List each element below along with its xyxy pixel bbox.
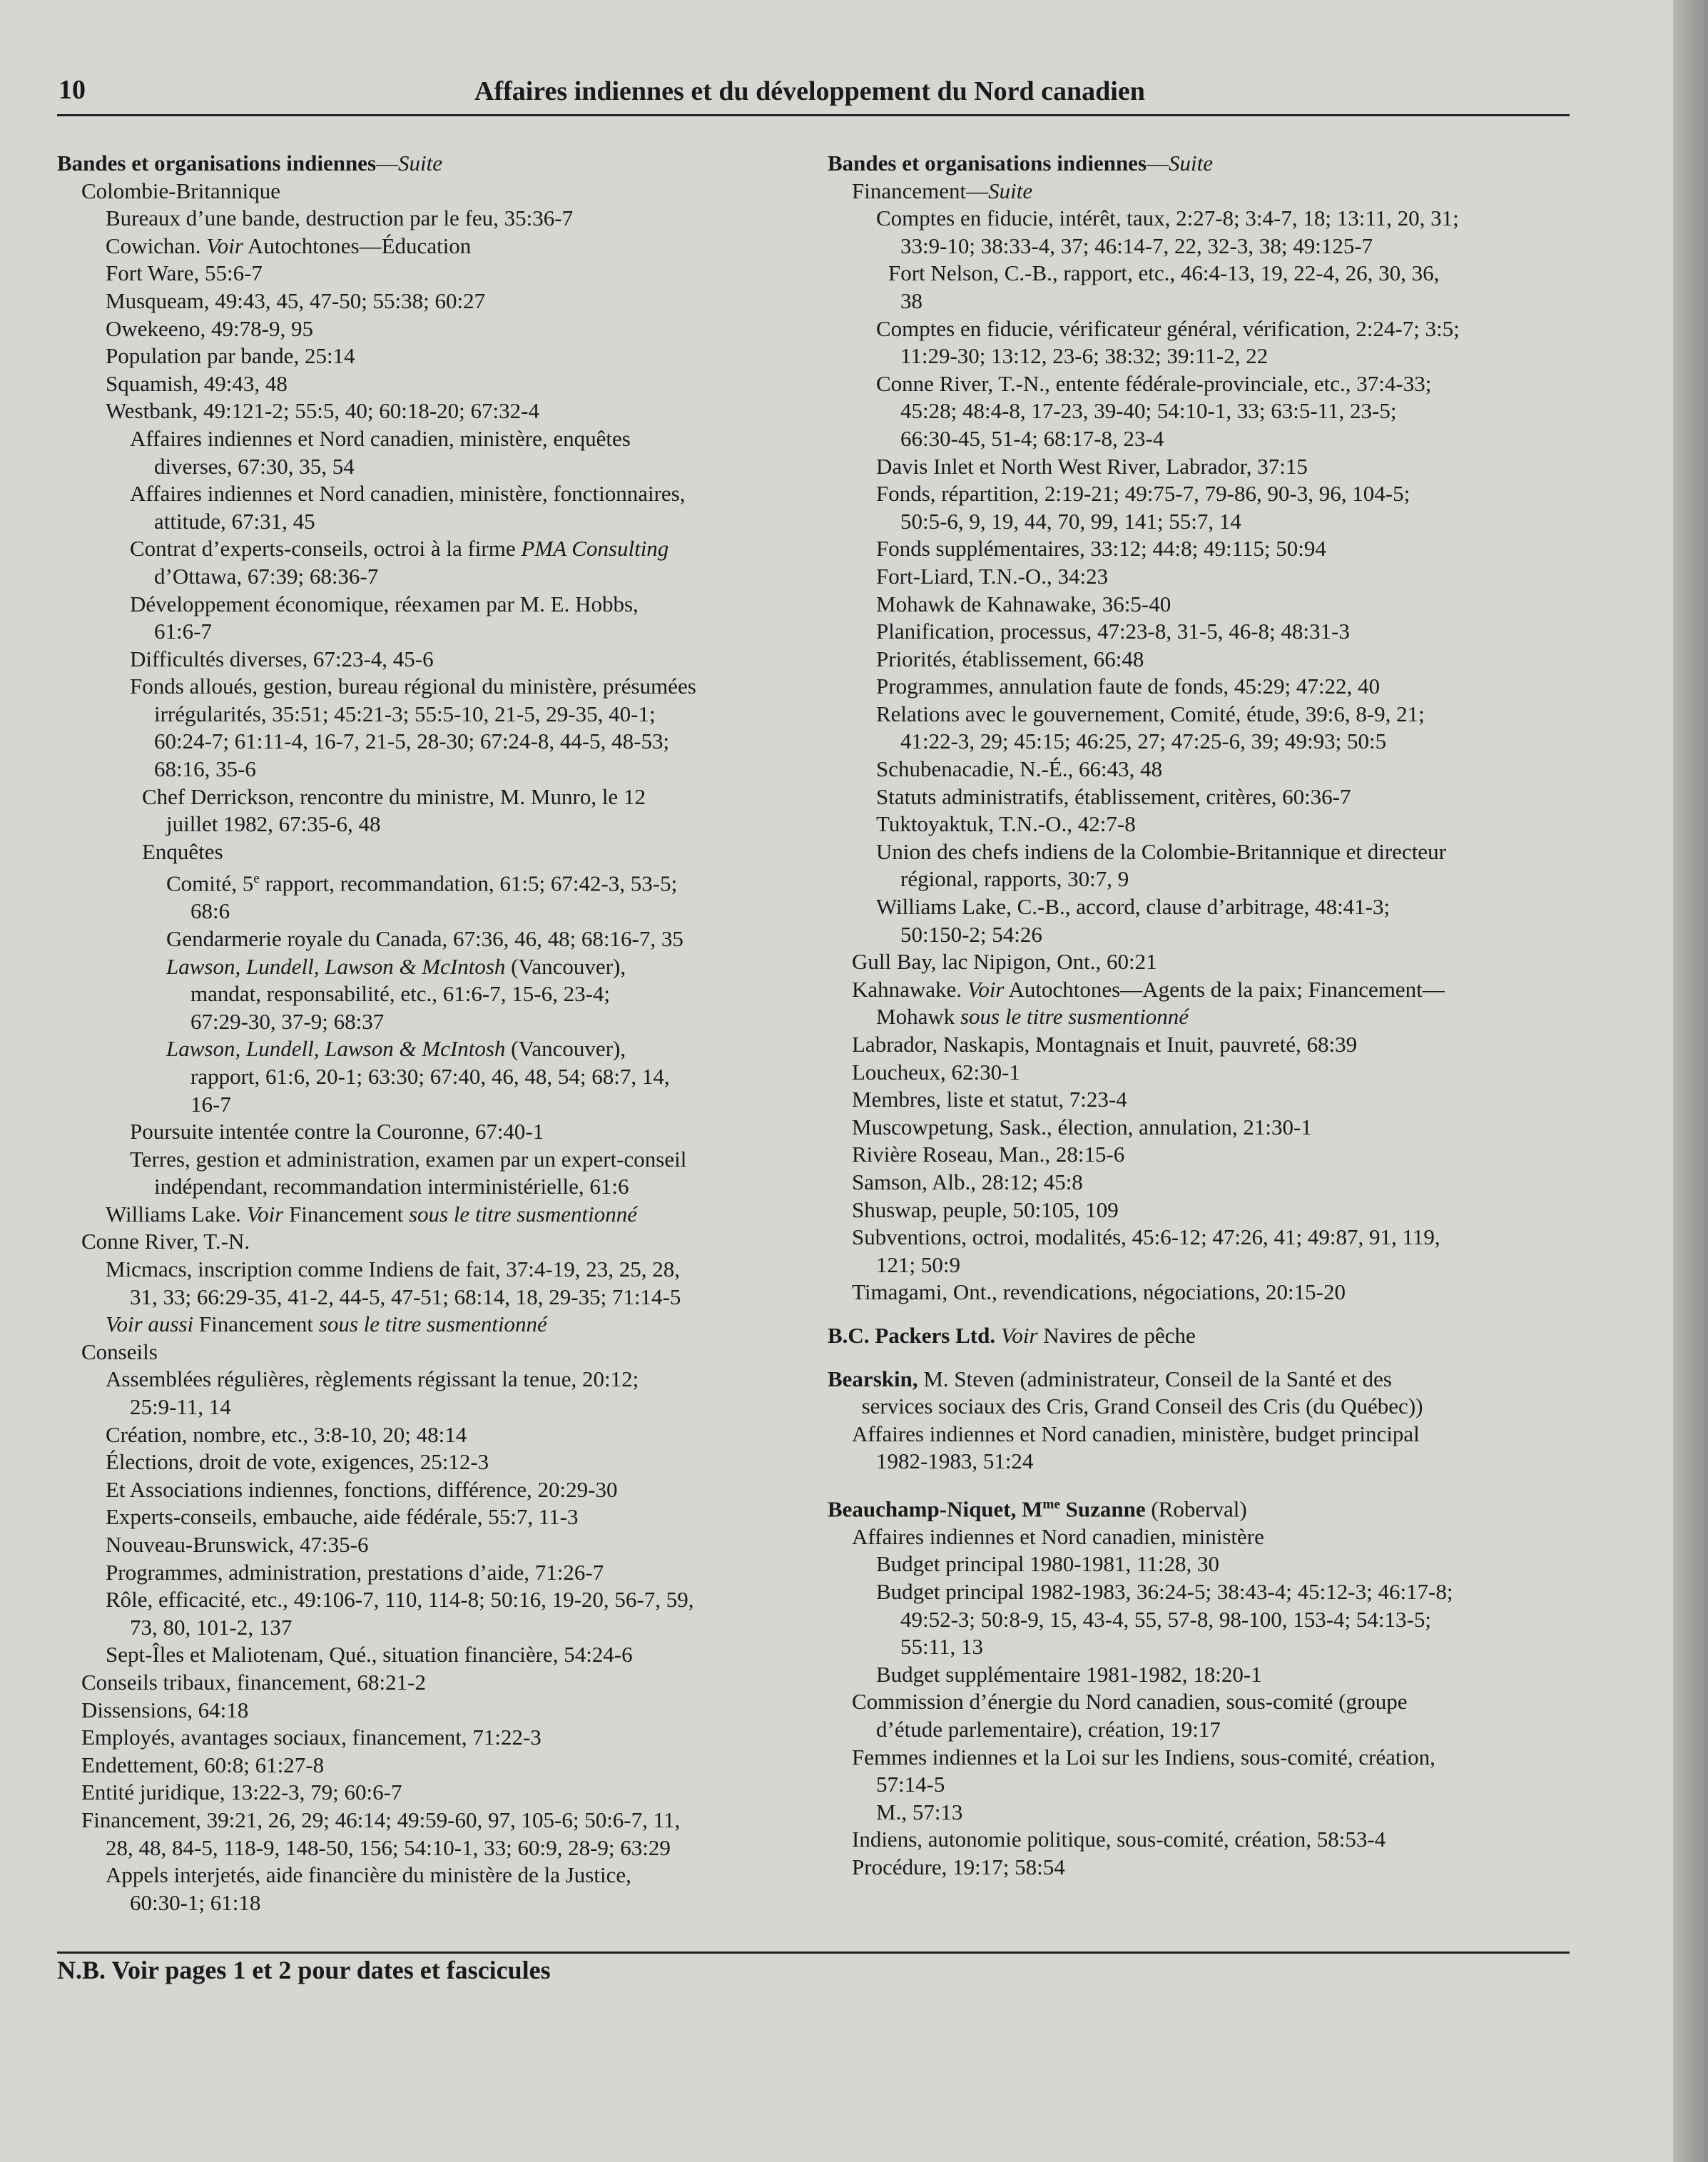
index-text: B.C. Packers Ltd. bbox=[828, 1322, 996, 1348]
index-line bbox=[828, 1826, 1584, 1854]
index-line bbox=[828, 1661, 1584, 1689]
index-text: 66:30-45, 51-4; 68:17-8, 23-4 bbox=[900, 425, 1164, 451]
index-line bbox=[828, 1224, 1584, 1252]
index-text: Création, nombre, etc., 3:8-10, 20; 48:14 bbox=[106, 1421, 467, 1447]
index-line bbox=[57, 397, 813, 425]
index-line bbox=[828, 563, 1584, 591]
index-text: 45:28; 48:4-8, 17-23, 39-40; 54:10-1, 33; 63:5-11, 23-5; bbox=[900, 398, 1397, 424]
index-line bbox=[828, 948, 1584, 976]
index-text: Labrador, Naskapis, Montagnais et Inuit, pauvreté, 68:39 bbox=[852, 1032, 1358, 1057]
index-text: Samson, Alb., 28:12; 45:8 bbox=[852, 1169, 1083, 1194]
index-text: Gendarmerie royale du Canada, 67:36, 46, 48; 68:16-7, 35 bbox=[166, 925, 683, 951]
index-line bbox=[57, 898, 813, 925]
index-line bbox=[57, 1503, 813, 1531]
index-text: Timagami, Ont., revendications, négociations, 20:15-20 bbox=[852, 1279, 1346, 1305]
index-line bbox=[828, 1633, 1584, 1661]
index-column-right bbox=[828, 150, 1584, 1882]
index-text: Assemblées régulières, règlements régissant la tenue, 20:12; bbox=[106, 1366, 639, 1392]
index-text: Enquêtes bbox=[142, 838, 223, 864]
index-text: diverses, 67:30, 35, 54 bbox=[154, 453, 355, 479]
index-text: 31, 33; 66:29-35, 41-2, 44-5, 47-51; 68:14, 18, 29-35; 71:14-5 bbox=[130, 1284, 681, 1309]
index-line bbox=[57, 178, 813, 205]
index-text: Navires de pêche bbox=[1037, 1322, 1196, 1348]
index-line bbox=[57, 1118, 813, 1146]
index-line bbox=[57, 1228, 813, 1256]
index-text: Lawson, Lundell, Lawson & McIntosh bbox=[166, 1036, 506, 1062]
page-title: Affaires indiennes et du développement du Nord canadien bbox=[474, 76, 1145, 106]
index-text: Affaires indiennes et Nord canadien, ministère, enquêtes bbox=[130, 425, 631, 451]
index-text: Dissensions, 64:18 bbox=[81, 1697, 249, 1722]
index-text: — bbox=[376, 151, 399, 176]
index-text: Population par bande, 25:14 bbox=[106, 343, 355, 369]
index-text: Williams Lake, C.-B., accord, clause d’arbitrage, 48:41-3; bbox=[876, 894, 1391, 920]
index-line bbox=[57, 1559, 813, 1587]
index-line bbox=[828, 397, 1584, 425]
index-text: Bandes et organisations indiennes bbox=[828, 151, 1147, 176]
index-line bbox=[828, 205, 1584, 233]
index-line bbox=[828, 1086, 1584, 1114]
page-number: 10 bbox=[59, 75, 86, 105]
index-text: Relations avec le gouvernement, Comité, étude, 39:6, 8-9, 21; bbox=[876, 701, 1425, 726]
index-text: rapport, recommandation, 61:5; 67:42-3, 53-5; bbox=[259, 871, 678, 896]
footer-note: N.B. Voir pages 1 et 2 pour dates et fascicules bbox=[57, 1956, 551, 1984]
index-text: 73, 80, 101-2, 137 bbox=[130, 1614, 293, 1640]
index-text: e bbox=[253, 871, 260, 887]
index-line bbox=[57, 1586, 813, 1614]
index-line bbox=[57, 728, 813, 756]
index-text: 61:6-7 bbox=[154, 619, 212, 644]
index-line bbox=[828, 646, 1584, 674]
index-text: Financement, 39:21, 26, 29; 46:14; 49:59-60, 97, 105-6; 50:6-7, 11, bbox=[81, 1807, 681, 1832]
index-line bbox=[57, 1146, 813, 1174]
entry-gap bbox=[828, 1476, 1584, 1491]
index-text: Loucheux, 62:30-1 bbox=[852, 1059, 1020, 1085]
index-text: Beauchamp-Niquet, M bbox=[828, 1496, 1043, 1522]
index-line bbox=[828, 1322, 1584, 1350]
index-line bbox=[828, 370, 1584, 398]
entry-gap bbox=[828, 1306, 1584, 1322]
index-text: Williams Lake. bbox=[106, 1201, 247, 1227]
index-line bbox=[57, 1724, 813, 1752]
index-text: Fort-Liard, T.N.-O., 34:23 bbox=[876, 563, 1109, 589]
index-text: Voir bbox=[967, 976, 1005, 1002]
index-line bbox=[828, 811, 1584, 838]
index-text: Shuswap, peuple, 50:105, 109 bbox=[852, 1197, 1119, 1222]
index-line bbox=[828, 1551, 1584, 1578]
index-text: (Roberval) bbox=[1145, 1496, 1247, 1522]
index-text bbox=[995, 1323, 1001, 1348]
entry-gap bbox=[828, 1350, 1584, 1366]
index-line bbox=[828, 728, 1584, 756]
index-line bbox=[57, 1091, 813, 1119]
index-text: Chef Derrickson, rencontre du ministre, M. Munro, le 12 bbox=[142, 783, 646, 809]
index-line bbox=[828, 1523, 1584, 1551]
index-line bbox=[57, 535, 813, 563]
index-text: 68:16, 35-6 bbox=[154, 756, 256, 782]
index-text: Fort Ware, 55:6-7 bbox=[106, 260, 263, 286]
index-text: Affaires indiennes et Nord canadien, ministère bbox=[852, 1523, 1264, 1549]
index-line bbox=[57, 1531, 813, 1559]
index-text: sous le titre susmentionné bbox=[408, 1201, 637, 1227]
index-line bbox=[57, 315, 813, 343]
index-text: Procédure, 19:17; 58:54 bbox=[852, 1854, 1065, 1879]
index-text: me bbox=[1042, 1496, 1060, 1512]
index-line bbox=[57, 1752, 813, 1780]
index-text: (Vancouver), bbox=[505, 1036, 626, 1062]
index-text: Affaires indiennes et Nord canadien, ministère, fonctionnaires, bbox=[130, 481, 686, 507]
index-line bbox=[57, 1256, 813, 1284]
index-line bbox=[57, 1366, 813, 1394]
index-text: Gull Bay, lac Nipigon, Ont., 60:21 bbox=[852, 949, 1157, 975]
index-line bbox=[828, 783, 1584, 811]
index-text: Planification, processus, 47:23-8, 31-5, 46-8; 48:31-3 bbox=[876, 619, 1350, 644]
index-text: Suzanne bbox=[1059, 1496, 1146, 1522]
index-text: Élections, droit de vote, exigences, 25:12-3 bbox=[106, 1449, 489, 1475]
index-text: 60:30-1; 61:18 bbox=[130, 1889, 261, 1915]
index-line bbox=[828, 150, 1584, 178]
index-text: Nouveau-Brunswick, 47:35-6 bbox=[106, 1532, 369, 1558]
index-line bbox=[57, 1807, 813, 1834]
index-text: services sociaux des Cris, Grand Conseil des Cris (du Québec)) bbox=[861, 1394, 1423, 1419]
index-text: irrégularités, 35:51; 45:21-3; 55:5-10, 21-5, 29-35, 40-1; bbox=[154, 701, 656, 726]
index-line bbox=[57, 150, 813, 178]
index-text: Voir bbox=[246, 1201, 284, 1227]
index-text: Programmes, administration, prestations d’aide, 71:26-7 bbox=[106, 1559, 604, 1585]
index-line bbox=[828, 342, 1584, 370]
index-line bbox=[57, 425, 813, 453]
index-line bbox=[57, 1779, 813, 1807]
index-text: Conseils tribaux, financement, 68:21-2 bbox=[81, 1669, 426, 1695]
index-line bbox=[828, 1578, 1584, 1606]
index-text: Kahnawake. bbox=[852, 976, 967, 1002]
index-line bbox=[57, 1421, 813, 1449]
index-line bbox=[828, 866, 1584, 893]
index-line bbox=[828, 1491, 1584, 1523]
index-line bbox=[57, 646, 813, 674]
index-text: 1982-1983, 51:24 bbox=[876, 1448, 1034, 1474]
index-text: Femmes indiennes et la Loi sur les Indiens, sous-comité, création, bbox=[852, 1744, 1435, 1770]
index-line bbox=[57, 591, 813, 619]
index-line bbox=[57, 783, 813, 811]
index-text: Budget principal 1980-1981, 11:28, 30 bbox=[876, 1551, 1220, 1577]
index-text: Schubenacadie, N.-É., 66:43, 48 bbox=[876, 756, 1163, 782]
index-text: Voir bbox=[206, 233, 243, 258]
index-text: PMA Consulting bbox=[521, 536, 669, 562]
index-text: Experts-conseils, embauche, aide fédérale, 55:7, 11-3 bbox=[106, 1504, 579, 1530]
index-line bbox=[57, 1669, 813, 1697]
index-line bbox=[57, 1201, 813, 1229]
index-line bbox=[828, 1606, 1584, 1634]
index-text: sous le titre susmentionné bbox=[960, 1004, 1189, 1030]
index-text: — bbox=[1147, 151, 1169, 176]
index-line bbox=[828, 756, 1584, 783]
index-line bbox=[828, 1003, 1584, 1031]
index-text: Financement— bbox=[852, 178, 989, 203]
index-text: Owekeeno, 49:78-9, 95 bbox=[106, 315, 313, 341]
page-edge-shadow bbox=[1673, 0, 1708, 2162]
index-text: Priorités, établissement, 66:48 bbox=[876, 646, 1144, 671]
index-text: Bearskin, bbox=[828, 1366, 918, 1391]
index-text: 33:9-10; 38:33-4, 37; 46:14-7, 22, 32-3, 38; 49:125-7 bbox=[900, 233, 1373, 258]
index-text: Squamish, 49:43, 48 bbox=[106, 370, 288, 396]
index-text: Rôle, efficacité, etc., 49:106-7, 110, 114-8; 50:16, 19-20, 56-7, 59, bbox=[106, 1587, 694, 1613]
index-text: 57:14-5 bbox=[876, 1772, 945, 1797]
index-text: Poursuite intentée contre la Couronne, 67:40-1 bbox=[130, 1119, 544, 1145]
index-line bbox=[828, 1688, 1584, 1716]
index-line bbox=[828, 1771, 1584, 1799]
index-text: M. Steven (administrateur, Conseil de la Santé et des bbox=[917, 1366, 1392, 1391]
index-line bbox=[828, 425, 1584, 453]
index-line bbox=[57, 1476, 813, 1504]
index-text: Programmes, annulation faute de fonds, 45:29; 47:22, 40 bbox=[876, 674, 1380, 699]
index-text: Micmacs, inscription comme Indiens de fait, 37:4-19, 23, 25, 28, bbox=[106, 1257, 680, 1282]
index-text: Autochtones—Éducation bbox=[243, 233, 472, 258]
index-text: 68:6 bbox=[190, 898, 230, 924]
index-line bbox=[828, 535, 1584, 563]
index-text: 50:150-2; 54:26 bbox=[900, 921, 1042, 947]
index-line bbox=[57, 618, 813, 646]
index-line bbox=[57, 563, 813, 591]
index-text: Colombie-Britannique bbox=[81, 178, 280, 203]
index-line bbox=[57, 1697, 813, 1725]
index-text: sous le titre susmentionné bbox=[318, 1311, 547, 1337]
index-line bbox=[57, 1339, 813, 1366]
index-line bbox=[828, 1799, 1584, 1827]
index-line bbox=[57, 370, 813, 398]
index-text: Difficultés diverses, 67:23-4, 45-6 bbox=[130, 646, 434, 671]
index-line bbox=[57, 953, 813, 981]
index-line bbox=[57, 1173, 813, 1201]
index-text: Voir bbox=[1000, 1322, 1038, 1348]
index-text: 55:11, 13 bbox=[900, 1634, 983, 1660]
index-line bbox=[57, 233, 813, 260]
index-text: Tuktoyaktuk, T.N.-O., 42:7-8 bbox=[876, 811, 1136, 837]
index-line bbox=[57, 1614, 813, 1642]
index-line bbox=[828, 1197, 1584, 1224]
index-text: Et Associations indiennes, fonctions, différence, 20:29-30 bbox=[106, 1476, 618, 1502]
index-line bbox=[57, 1063, 813, 1091]
index-text: Cowichan. bbox=[106, 233, 207, 258]
index-line bbox=[828, 1421, 1584, 1448]
index-text: Lawson, Lundell, Lawson & McIntosh bbox=[166, 953, 506, 979]
index-line bbox=[57, 480, 813, 508]
index-text: Suite bbox=[1169, 151, 1214, 176]
index-text: Appels interjetés, aide financière du ministère de la Justice, bbox=[106, 1862, 631, 1888]
index-line bbox=[57, 1448, 813, 1476]
index-text: Commission d’énergie du Nord canadien, sous-comité (groupe bbox=[852, 1689, 1408, 1715]
index-text: régional, rapports, 30:7, 9 bbox=[900, 866, 1129, 892]
index-line bbox=[57, 1311, 813, 1339]
index-line bbox=[828, 893, 1584, 921]
index-text: 25:9-11, 14 bbox=[130, 1394, 231, 1420]
index-text: 67:29-30, 37-9; 68:37 bbox=[190, 1008, 385, 1034]
index-line bbox=[57, 1394, 813, 1421]
index-text: Comptes en fiducie, intérêt, taux, 2:27-8; 3:4-7, 18; 13:11, 20, 31; bbox=[876, 205, 1459, 231]
index-text: Indiens, autonomie politique, sous-comité, création, 58:53-4 bbox=[852, 1827, 1386, 1852]
index-line bbox=[57, 508, 813, 536]
index-line bbox=[828, 673, 1584, 701]
index-text: Westbank, 49:121-2; 55:5, 40; 60:18-20; 67:32-4 bbox=[106, 398, 539, 424]
index-text: (Vancouver), bbox=[505, 953, 626, 979]
index-line bbox=[828, 1854, 1584, 1882]
index-text: Conne River, T.-N. bbox=[81, 1229, 250, 1254]
index-line bbox=[828, 1716, 1584, 1744]
index-text: Membres, liste et statut, 7:23-4 bbox=[852, 1087, 1127, 1112]
index-text: 60:24-7; 61:11-4, 16-7, 21-5, 28-30; 67:24-8, 44-5, 48-53; bbox=[154, 729, 670, 754]
index-text: rapport, 61:6, 20-1; 63:30; 67:40, 46, 48, 54; 68:7, 14, bbox=[190, 1063, 670, 1089]
index-line bbox=[57, 673, 813, 701]
index-line bbox=[828, 838, 1584, 866]
index-line bbox=[828, 921, 1584, 949]
index-line bbox=[828, 1169, 1584, 1197]
index-line bbox=[828, 260, 1584, 288]
index-line bbox=[57, 980, 813, 1008]
index-line bbox=[828, 315, 1584, 343]
index-line bbox=[828, 1059, 1584, 1087]
index-line bbox=[828, 976, 1584, 1004]
index-text: Conseils bbox=[81, 1339, 158, 1364]
index-line bbox=[828, 1252, 1584, 1279]
index-text: Fonds supplémentaires, 33:12; 44:8; 49:115; 50:94 bbox=[876, 536, 1326, 562]
index-line bbox=[828, 618, 1584, 646]
index-text: Budget principal 1982-1983, 36:24-5; 38:43-4; 45:12-3; 46:17-8; bbox=[876, 1579, 1453, 1605]
index-text: Mohawk de Kahnawake, 36:5-40 bbox=[876, 591, 1171, 616]
index-line bbox=[57, 1284, 813, 1311]
index-text: 16-7 bbox=[190, 1091, 231, 1117]
index-text: Entité juridique, 13:22-3, 79; 60:6-7 bbox=[81, 1780, 402, 1805]
index-line bbox=[828, 508, 1584, 536]
index-line bbox=[828, 1114, 1584, 1142]
index-line bbox=[57, 205, 813, 233]
index-column-left bbox=[57, 150, 813, 1917]
index-line bbox=[828, 591, 1584, 619]
index-line bbox=[828, 1141, 1584, 1169]
page-header bbox=[57, 71, 1570, 116]
index-text: 49:52-3; 50:8-9, 15, 43-4, 55, 57-8, 98-100, 153-4; 54:13-5; bbox=[900, 1606, 1431, 1632]
index-line bbox=[828, 1279, 1584, 1306]
index-line bbox=[57, 925, 813, 953]
index-line bbox=[57, 838, 813, 866]
index-line bbox=[828, 453, 1584, 481]
index-text: Conne River, T.-N., entente fédérale-provinciale, etc., 37:4-33; bbox=[876, 370, 1432, 396]
index-text: Suite bbox=[398, 151, 443, 176]
index-line bbox=[828, 1031, 1584, 1059]
index-text: Fonds alloués, gestion, bureau régional du ministère, présumées bbox=[130, 674, 696, 699]
index-text: Mohawk bbox=[876, 1004, 960, 1030]
index-text: 41:22-3, 29; 45:15; 46:25, 27; 47:25-6, 39; 49:93; 50:5 bbox=[900, 729, 1387, 754]
index-text: 121; 50:9 bbox=[876, 1252, 960, 1277]
index-text: 38 bbox=[900, 288, 922, 313]
index-text: juillet 1982, 67:35-6, 48 bbox=[166, 811, 381, 837]
index-line bbox=[57, 1889, 813, 1917]
index-text: Davis Inlet et North West River, Labrador, 37:15 bbox=[876, 453, 1308, 479]
index-text: Subventions, octroi, modalités, 45:6-12; 47:26, 41; 49:87, 91, 119, bbox=[852, 1224, 1440, 1250]
index-text: Muscowpetung, Sask., élection, annulation, 21:30-1 bbox=[852, 1114, 1312, 1140]
index-text: Comptes en fiducie, vérificateur général, vérification, 2:24-7; 3:5; bbox=[876, 315, 1460, 341]
index-line bbox=[57, 1862, 813, 1889]
index-line bbox=[828, 178, 1584, 205]
index-text: Bandes et organisations indiennes bbox=[57, 151, 377, 176]
index-line bbox=[828, 701, 1584, 729]
index-text: Suite bbox=[988, 178, 1033, 203]
index-line bbox=[828, 1744, 1584, 1772]
index-line bbox=[57, 453, 813, 481]
index-line bbox=[828, 233, 1584, 260]
index-text: Autochtones—Agents de la paix; Financement— bbox=[1004, 976, 1445, 1002]
index-text: Rivière Roseau, Man., 28:15-6 bbox=[852, 1142, 1125, 1167]
index-line bbox=[57, 811, 813, 838]
index-line bbox=[57, 342, 813, 370]
index-line bbox=[828, 1393, 1584, 1421]
index-text: Financement bbox=[283, 1201, 409, 1227]
index-text: Budget supplémentaire 1981-1982, 18:20-1 bbox=[876, 1661, 1262, 1687]
index-line bbox=[57, 701, 813, 729]
index-text: 28, 48, 84-5, 118-9, 148-50, 156; 54:10-1, 33; 60:9, 28-9; 63:29 bbox=[106, 1834, 671, 1860]
index-text: Fonds, répartition, 2:19-21; 49:75-7, 79-86, 90-3, 96, 104-5; bbox=[876, 481, 1410, 507]
index-text: Musqueam, 49:43, 45, 47-50; 55:38; 60:27 bbox=[106, 288, 486, 313]
index-text: Financement bbox=[193, 1311, 319, 1337]
index-text: d’Ottawa, 67:39; 68:36-7 bbox=[154, 563, 379, 589]
index-text: d’étude parlementaire), création, 19:17 bbox=[876, 1716, 1221, 1742]
index-text: Terres, gestion et administration, examen par un expert-conseil bbox=[130, 1146, 687, 1172]
index-line bbox=[57, 1008, 813, 1036]
index-line bbox=[828, 480, 1584, 508]
index-line bbox=[57, 260, 813, 288]
index-text: Endettement, 60:8; 61:27-8 bbox=[81, 1752, 325, 1777]
index-text: M., 57:13 bbox=[876, 1799, 963, 1824]
index-text: indépendant, recommandation interministérielle, 61:6 bbox=[154, 1174, 629, 1199]
index-text: attitude, 67:31, 45 bbox=[154, 508, 315, 534]
index-text: Union des chefs indiens de la Colombie-Britannique et directeur bbox=[876, 838, 1446, 864]
footer-rule bbox=[57, 1952, 1570, 1954]
index-line bbox=[57, 756, 813, 783]
index-line bbox=[57, 288, 813, 315]
index-text: Développement économique, réexamen par M. E. Hobbs, bbox=[130, 591, 639, 616]
index-text: Voir aussi bbox=[106, 1311, 194, 1337]
index-text: Affaires indiennes et Nord canadien, ministère, budget principal bbox=[852, 1421, 1420, 1446]
index-text: Sept-Îles et Maliotenam, Qué., situation financière, 54:24-6 bbox=[106, 1642, 633, 1668]
index-line bbox=[57, 1035, 813, 1063]
index-text: Employés, avantages sociaux, financement, 71:22-3 bbox=[81, 1725, 542, 1750]
index-line bbox=[57, 1834, 813, 1862]
index-text: Statuts administratifs, établissement, critères, 60:36-7 bbox=[876, 783, 1351, 809]
index-line bbox=[57, 866, 813, 898]
index-line bbox=[828, 288, 1584, 315]
index-line bbox=[57, 1641, 813, 1669]
index-text: Comité, 5 bbox=[166, 871, 254, 896]
index-text: 50:5-6, 9, 19, 44, 70, 99, 141; 55:7, 14 bbox=[900, 508, 1241, 534]
index-text: 11:29-30; 13:12, 23-6; 38:32; 39:11-2, 22 bbox=[900, 343, 1269, 369]
index-line bbox=[828, 1448, 1584, 1476]
index-text: Bureaux d’une bande, destruction par le feu, 35:36-7 bbox=[106, 205, 574, 231]
index-text: Contrat d’experts-conseils, octroi à la firme bbox=[130, 536, 522, 562]
index-line bbox=[828, 1366, 1584, 1394]
index-text: Fort Nelson, C.-B., rapport, etc., 46:4-13, 19, 22-4, 26, 30, 36, bbox=[888, 260, 1440, 286]
index-text: mandat, responsabilité, etc., 61:6-7, 15-6, 23-4; bbox=[190, 981, 611, 1007]
